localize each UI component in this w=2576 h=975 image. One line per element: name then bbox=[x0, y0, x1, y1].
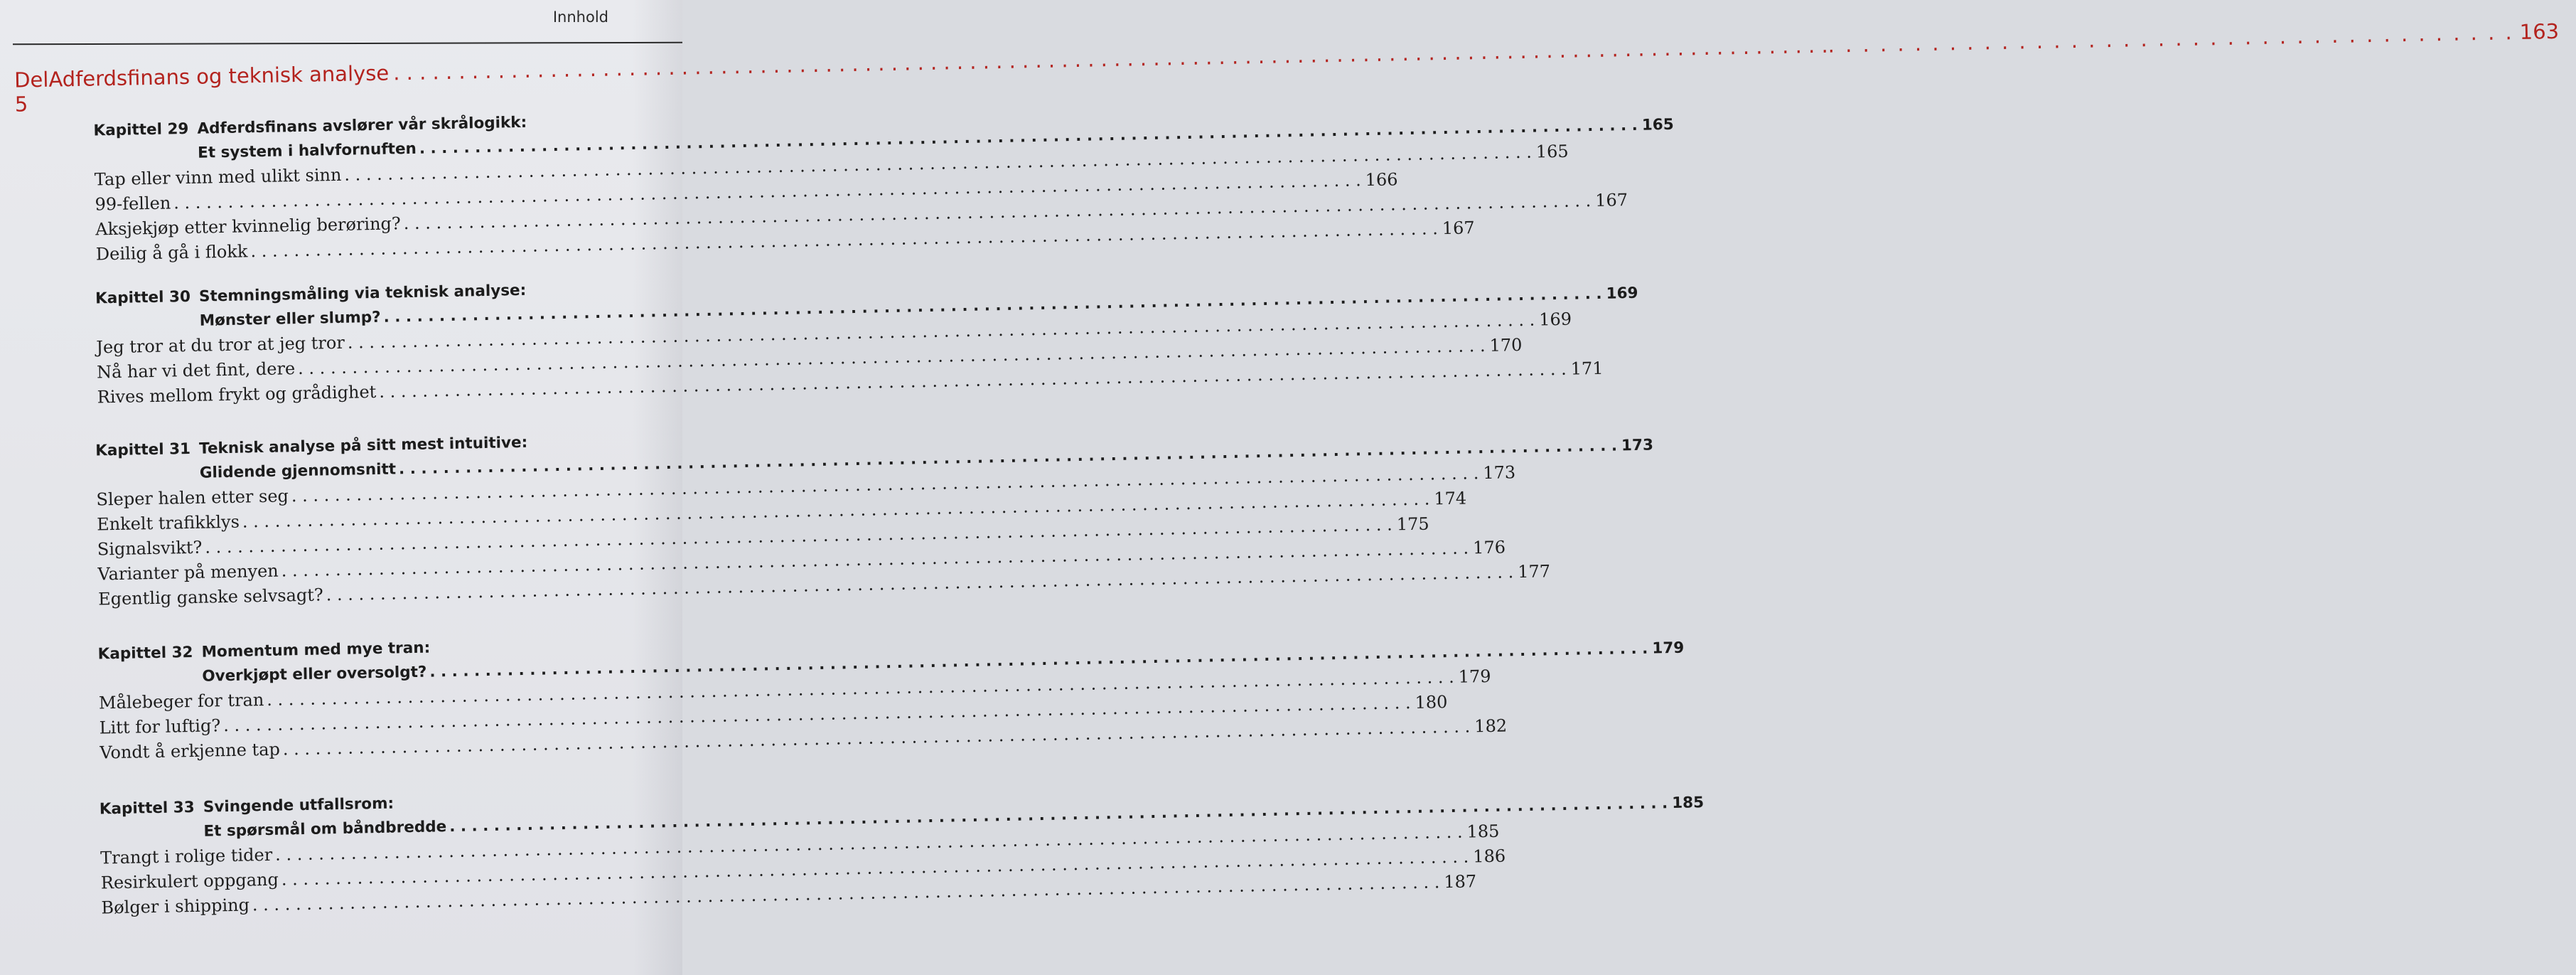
section-title: Enkelt trafikklys bbox=[96, 511, 240, 535]
section-page-number: 175 bbox=[1396, 513, 1429, 535]
dot-leader: . . . . . . . . . . . . . . . . . . . . . . . . . . . . . . . . . . . . . . . . . . . bbox=[393, 20, 2514, 85]
section-page-number: 170 bbox=[1489, 334, 1523, 356]
running-header: Innhold bbox=[552, 9, 608, 26]
chapter-page-number: 165 bbox=[1641, 115, 1674, 134]
section-title: 99-fellen bbox=[95, 193, 171, 215]
section-title: Bølger i shipping bbox=[101, 895, 250, 918]
chapter-page-number: 169 bbox=[1606, 284, 1638, 303]
chapter-30 bbox=[95, 277, 1638, 410]
part-heading bbox=[14, 18, 2560, 117]
section-title: Litt for luftig? bbox=[99, 715, 221, 738]
chapter-title-line1: Teknisk analyse på sitt mest intuitive: bbox=[198, 433, 528, 458]
section-title: Egentlig ganske selvsagt? bbox=[97, 585, 324, 609]
chapter-32 bbox=[97, 632, 1685, 765]
chapter-label: Kapittel 31 bbox=[95, 439, 191, 460]
section-title: Tap eller vinn med ulikt sinn bbox=[94, 164, 342, 190]
part-page-number: 163 bbox=[2519, 18, 2560, 44]
section-page-number: 186 bbox=[1473, 846, 1506, 867]
chapter-label: Kapittel 29 bbox=[93, 119, 189, 140]
section-page-number: 167 bbox=[1594, 190, 1628, 211]
part-number: Del 5 bbox=[14, 67, 49, 117]
section-page-number: 187 bbox=[1444, 871, 1477, 893]
section-page-number: 182 bbox=[1474, 715, 1508, 737]
section-page-number: 169 bbox=[1538, 309, 1572, 330]
section-page-number: 166 bbox=[1365, 169, 1398, 191]
section-title: Trangt i rolige tider bbox=[100, 844, 273, 868]
chapter-29 bbox=[93, 109, 1674, 267]
chapter-title-line1: Svingende utfallsrom: bbox=[203, 794, 395, 816]
section-page-number: 165 bbox=[1535, 141, 1569, 162]
section-page-number: 185 bbox=[1466, 821, 1500, 842]
section-page-number: 167 bbox=[1442, 218, 1475, 239]
section-page-number: 180 bbox=[1415, 692, 1448, 713]
section-page-number: 177 bbox=[1517, 561, 1551, 582]
section-page-number: 173 bbox=[1483, 462, 1516, 484]
section-title: Signalsvikt? bbox=[97, 537, 203, 560]
chapter-page-number: 173 bbox=[1621, 436, 1654, 455]
section-title: Varianter på menyen bbox=[97, 560, 279, 585]
chapter-label: Kapittel 33 bbox=[99, 798, 195, 819]
chapter-title-line1: Stemningsmåling via teknisk analyse: bbox=[198, 281, 527, 306]
chapter-label: Kapittel 32 bbox=[97, 643, 193, 664]
section-title: Rives mellom frykt og grådighet bbox=[97, 381, 377, 407]
section-title: Deilig å gå i flokk bbox=[95, 241, 248, 265]
section-title: Resirkulert oppgang bbox=[100, 869, 279, 893]
chapter-title-line1: Momentum med mye tran: bbox=[201, 639, 431, 661]
chapter-page-number: 185 bbox=[1671, 794, 1705, 813]
section-title: Nå har vi det fint, dere bbox=[96, 358, 296, 383]
chapter-title-line1: Adferdsfinans avslører vår skrålogikk: bbox=[197, 113, 527, 138]
section-title: Målebeger for tran bbox=[98, 690, 264, 713]
part-title: Adferdsfinans og teknisk analyse bbox=[48, 60, 390, 92]
section-page-number: 171 bbox=[1570, 358, 1604, 379]
section-title: Jeg tror at du tror at jeg tror bbox=[96, 332, 345, 358]
section-title: Aksjekjøp etter kvinnelig berøring? bbox=[95, 213, 402, 240]
chapter-31 bbox=[95, 429, 1654, 612]
section-page-number: 176 bbox=[1472, 537, 1506, 558]
section-title: Vondt å erkjenne tap bbox=[100, 739, 281, 763]
chapter-title-line2: Et spørsmål om båndbredde bbox=[203, 818, 447, 841]
section-title: Sleper halen etter seg bbox=[96, 486, 289, 510]
chapter-page-number: 179 bbox=[1652, 639, 1685, 658]
chapter-title-line2: Overkjøpt eller oversolgt? bbox=[202, 663, 427, 686]
chapter-label: Kapittel 30 bbox=[95, 287, 191, 308]
chapter-title-line2: Glidende gjennomsnitt bbox=[199, 460, 397, 482]
section-page-number: 174 bbox=[1434, 488, 1467, 509]
chapter-title-line2: Et system i halvfornuften bbox=[197, 139, 417, 162]
chapter-title-line2: Mønster eller slump? bbox=[199, 308, 381, 330]
chapter-33 bbox=[99, 787, 1705, 920]
section-page-number: 179 bbox=[1458, 666, 1491, 687]
